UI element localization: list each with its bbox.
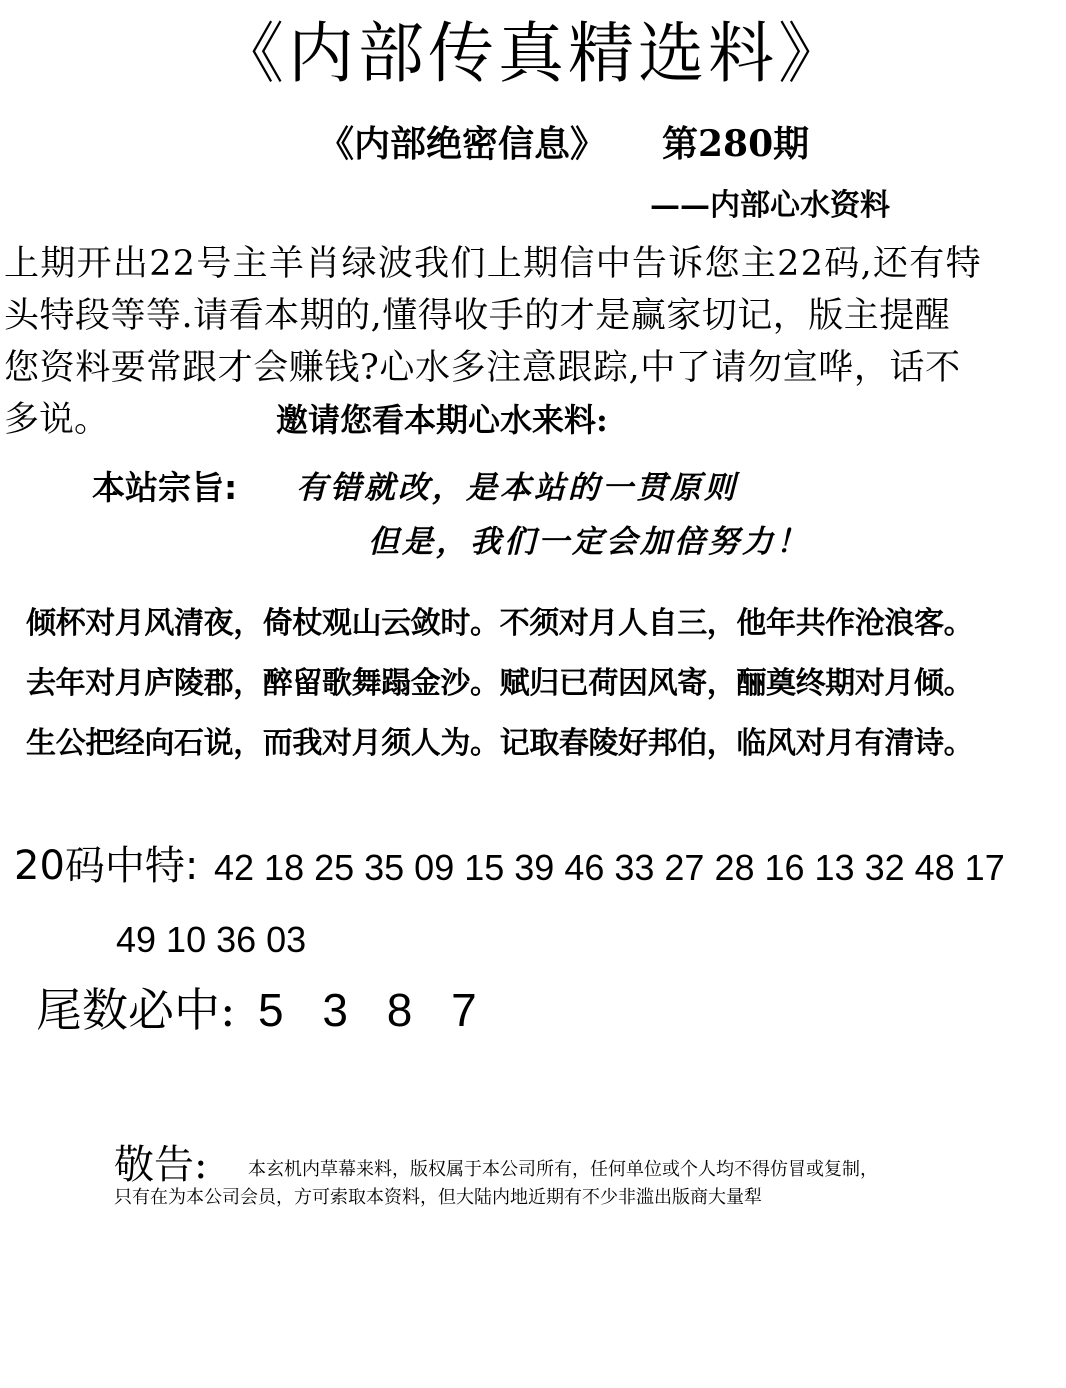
invite-text: 邀请您看本期心水来料: [276, 401, 608, 439]
mission-label: 本站宗旨: [92, 468, 238, 507]
poem-line: 生公把经向石说，而我对月须人为。记取春陵好邦伯，临风对月有清诗。 [26, 726, 974, 761]
subtitle: 《内部绝密信息》 [318, 123, 607, 165]
mission-line: 但是，我们一定会加倍努力！ [368, 524, 810, 560]
intro-line: 上期开出22号主羊肖绿波我们上期信中告诉您主22码,还有特 [4, 244, 982, 284]
issue-number: 第280期 [662, 123, 810, 165]
intro-line: 您资料要常跟才会赚钱?心水多注意跟踪,中了请勿宣哗，话不 [4, 348, 961, 388]
source-label: ——内部心水资料 [650, 188, 890, 223]
intro-line: 头特段等等.请看本期的,懂得收手的才是赢家切记，版主提醒 [4, 296, 951, 336]
notice-line: 本玄机内草幕来料，版权属于本公司所有，任何单位或个人均不得仿冒或复制， [248, 1159, 878, 1180]
code20-numbers: 42 18 25 35 09 15 39 46 33 27 28 16 13 32 48 17 [214, 847, 1005, 888]
tail-values: 5 3 8 7 [258, 984, 477, 1036]
page-title: 《内部传真精选料》 [218, 15, 848, 92]
poem-line: 去年对月庐陵郡，醉留歌舞蹋金沙。赋归已荷因风寄，酾奠终期对月倾。 [26, 666, 974, 701]
notice-label: 敬告: [114, 1142, 208, 1188]
intro-line: 多说。 [4, 400, 110, 440]
code20-numbers: 49 10 36 03 [116, 919, 307, 960]
poem-line: 倾杯对月风清夜，倚杖观山云敛时。不须对月人自三，他年共作沧浪客。 [26, 606, 974, 641]
notice-line: 只有在为本公司会员，方可索取本资料，但大陆内地近期有不少非滥出版商大量犁 [114, 1187, 762, 1208]
mission-line: 有错就改，是本站的一贯原则 [296, 470, 738, 506]
code20-label: 20码中特: [14, 843, 199, 889]
tail-label: 尾数必中: [36, 983, 236, 1037]
